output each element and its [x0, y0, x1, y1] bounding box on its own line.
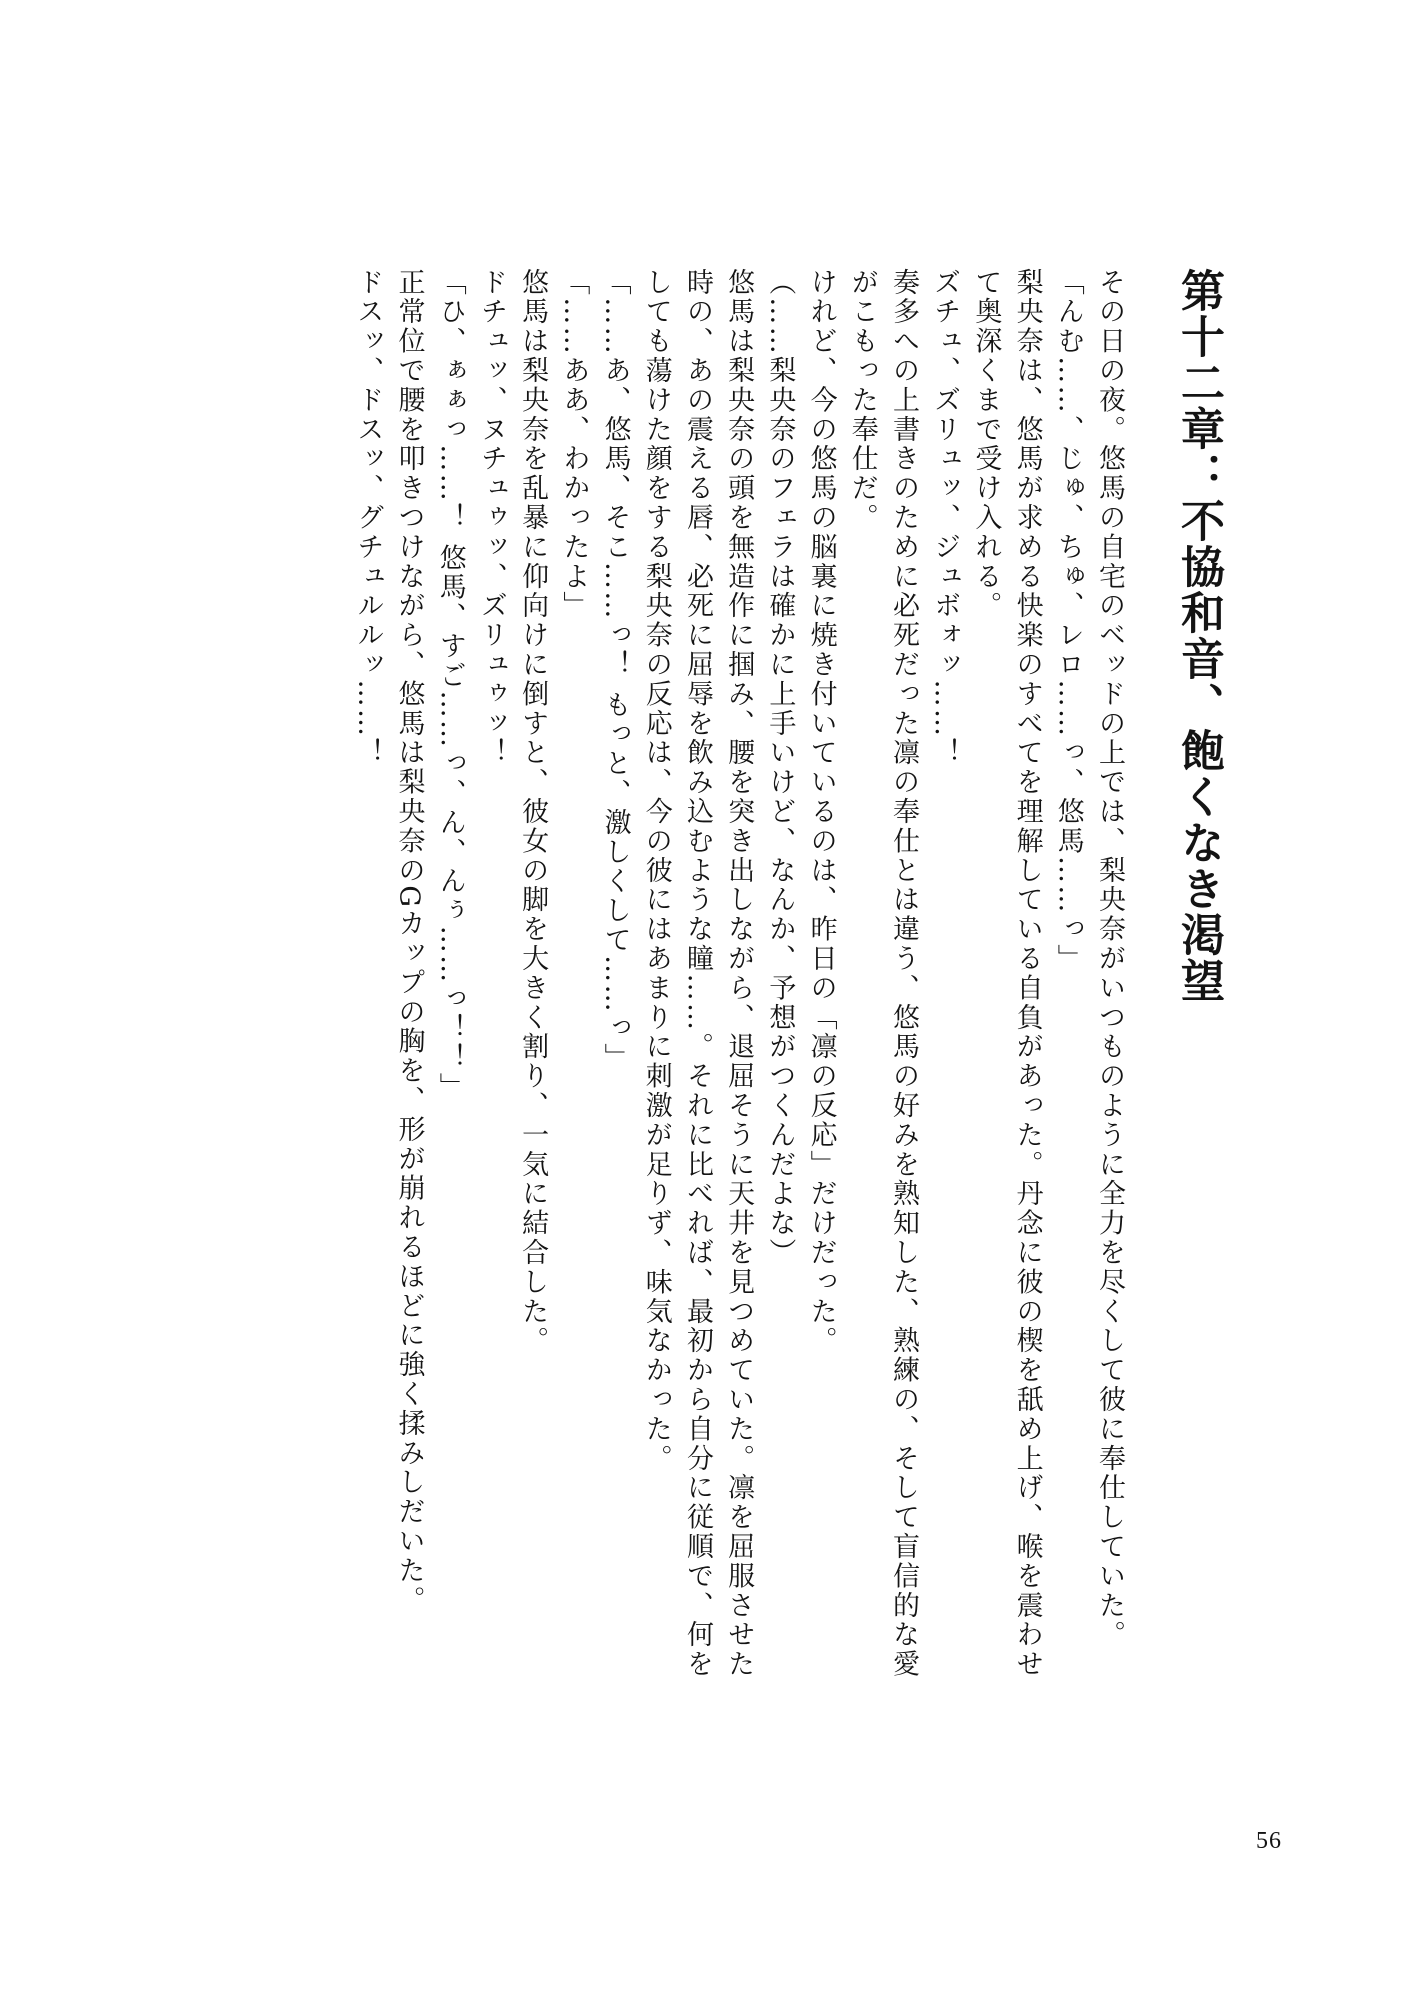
paragraph: けれど、今の悠馬の脳裏に焼き付いているのは、昨日の「凛の反応」だけだった。 — [805, 268, 837, 1356]
paragraph: ドスッ、ドスッ、グチュルルッ……！ — [352, 268, 384, 768]
paragraph: ズチュ、ズリュッ、ジュボォッ……！ — [929, 268, 961, 768]
paragraph: 悠馬は梨央奈の頭を無造作に掴み、腰を突き出しながら、退屈そうに天井を見つめていた。凛を屈服させた時の、あの震える唇、必死に屈辱を飲み込むような瞳……。それに比べれば、最初から自分に従順で、何をしても蕩けた顔をする梨央奈の反応は、今の彼にはあまりに刺激が足りず、味気なかった。 — [640, 268, 755, 1680]
body-text — [140, 268, 1130, 1688]
paragraph: 悠馬は梨央奈を乱暴に仰向けに倒すと、彼女の脚を大きく割り、一気に結合した。 — [517, 268, 549, 1356]
paragraph: ドチュッ、ヌチュゥッ、ズリュゥッ！ — [475, 268, 507, 768]
paragraph: 「……あ、悠馬、そこ……っ！ もっと、激しくして……っ」 — [599, 268, 631, 1073]
paragraph: 奏多への上書きのために必死だった凛の奉仕とは違う、悠馬の好みを熟知した、熟練の、そして盲信的な愛がこもった奉仕だ。 — [846, 268, 919, 1680]
paragraph: 「んむ……、じゅ、ちゅ、レロ……っ、悠馬……っ」 — [1052, 268, 1084, 974]
paragraph: その日の夜。悠馬の自宅のベッドの上では、梨央奈がいつものように全力を尽くして彼に奉仕していた。 — [1094, 268, 1125, 1650]
paragraph: 梨央奈は、悠馬が求める快楽のすべてを理解している自負があった。丹念に彼の楔を舐め上げ、喉を震わせて奥深くまで受け入れる。 — [970, 268, 1043, 1680]
chapter-title: 第十二章：不協和音、飽くなき渇望 — [1173, 268, 1224, 1004]
paragraph: 「ひ、ぁぁっ……！ 悠馬、すご……っ、ん、んぅ……っ！！」 — [434, 268, 466, 1103]
page-number: 56 — [1256, 1828, 1282, 1854]
paragraph: 正常位で腰を叩きつけながら、悠馬は梨央奈のGカップの胸を、形が崩れるほどに強く揉みしだいた。 — [393, 268, 425, 1615]
paragraph: （……梨央奈のフェラは確かに上手いけど、なんか、予想がつくんだよな） — [764, 268, 796, 1268]
paragraph: 「……ああ、わかったよ」 — [558, 268, 590, 621]
